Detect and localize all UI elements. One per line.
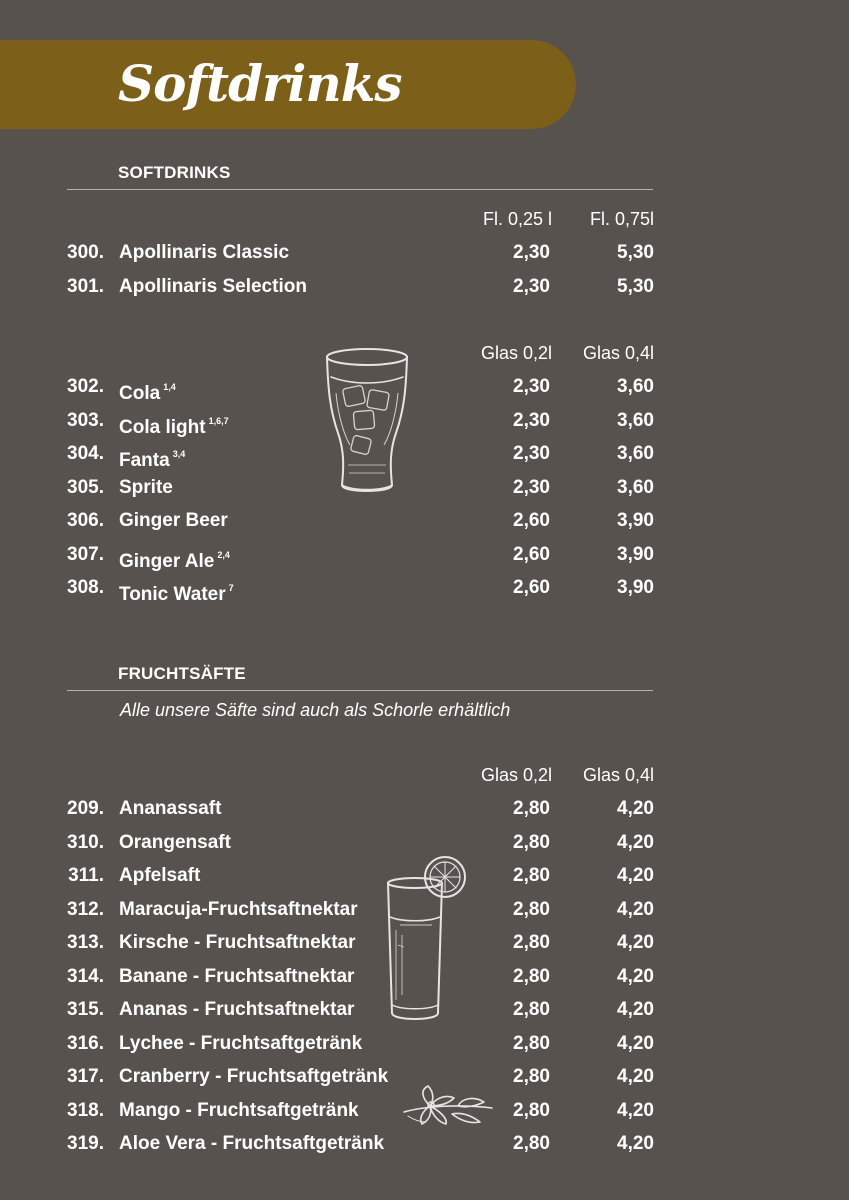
additive-footnote: 1,6,7 [208,415,229,426]
section-divider-softdrinks [67,189,653,190]
item-name [119,828,231,858]
item-name-text: Orangensaft [119,831,231,853]
price-large: 5,30 [617,242,654,263]
item-name [119,506,228,536]
price-large: 3,60 [617,476,654,498]
menu-item-row [0,794,849,824]
item-name-text: Mango - Fruchtsaftgetränk [119,1099,359,1121]
menu-item-row [0,506,849,536]
item-name [119,861,200,891]
juice-glass-with-orange-slice-icon [382,855,472,1027]
menu-item-row [0,372,849,402]
section-heading-juices: FRUCHTSÄFTE [118,664,246,683]
price-large: 4,20 [617,999,654,1020]
item-name-text: Banane - Fruchtsaftnektar [119,965,355,987]
price-small: 2,30 [513,409,550,431]
price-small: 2,60 [513,510,550,531]
price-small: 2,30 [513,443,550,464]
menu-item-row [0,828,849,858]
menu-item-row [0,406,849,436]
price-small: 2,80 [513,1099,550,1121]
price-large: 4,20 [617,1032,654,1054]
item-name [119,895,358,925]
item-name [119,995,354,1025]
item-number: 310. [67,831,104,853]
price-small: 2,80 [513,932,550,953]
item-name-text: Sprite [119,476,173,498]
column-header-bottle-small: Fl. 0,25 l [482,209,552,229]
item-name-text: Lychee - Fruchtsaftgetränk [119,1032,363,1054]
price-small: 2,80 [513,898,550,920]
item-name [119,1029,362,1059]
column-header-bottle-large: Fl. 0,75l [589,209,654,229]
item-name [119,272,307,302]
price-large: 3,90 [617,577,654,598]
price-small: 2,80 [513,999,550,1020]
column-header-juice-small: Glas 0,2l [480,765,552,785]
item-number: 305. [67,476,104,498]
menu-item-row [0,439,849,469]
item-name-text: Ginger Ale [119,550,215,572]
column-header-glass-small: Glas 0,2l [480,343,552,363]
price-large: 3,60 [617,409,654,431]
menu-item-row [0,1129,849,1159]
price-large: 4,20 [617,831,654,853]
item-number: 315. [67,999,104,1020]
price-small: 2,60 [513,577,550,598]
column-header-glass-large: Glas 0,4l [582,343,654,363]
juices-note: Alle unsere Säfte sind auch als Schorle erhältlich [120,700,511,720]
item-name [119,1129,384,1159]
page-title: Softdrinks [118,54,402,113]
item-name-text: Aloe Vera - Fruchtsaftgetränk [119,1133,385,1154]
item-name-text: Fanta [119,450,170,471]
item-number: 319. [67,1133,104,1154]
additive-footnote: 3,4 [172,449,186,459]
price-small: 2,60 [513,543,550,565]
menu-item-row [0,238,849,268]
cola-glass-sketch-icon [322,345,412,500]
section-heading-softdrinks: SOFTDRINKS [118,163,231,182]
price-large: 4,20 [617,932,654,953]
item-name-text: Apollinaris Classic [119,242,290,263]
additive-footnote: 1,4 [163,382,176,392]
item-number: 306. [67,510,104,531]
item-name-text: Tonic Water [119,584,226,605]
price-large: 4,20 [617,1066,654,1087]
item-number: 209. [67,798,104,819]
price-small: 2,30 [513,242,550,263]
item-number: 307. [67,543,104,565]
price-large: 4,20 [617,865,654,886]
item-name-text: Cola [119,383,161,404]
price-small: 2,80 [513,831,550,853]
item-number: 314. [67,965,104,987]
price-small: 2,80 [513,965,550,987]
price-small: 2,80 [513,865,550,886]
item-name [119,962,354,992]
item-name [119,372,176,409]
item-name [119,406,229,443]
price-large: 4,20 [617,798,654,819]
menu-item-row [0,272,849,302]
item-name [119,928,356,958]
price-small: 2,80 [513,1133,550,1154]
price-large: 4,20 [617,1099,654,1121]
price-large: 3,60 [617,443,654,464]
price-large: 3,60 [617,376,654,397]
item-number: 312. [67,898,104,920]
menu-item-row [0,573,849,603]
price-large: 4,20 [617,1133,654,1154]
additive-footnote: 7 [228,583,234,593]
item-name [119,794,221,824]
item-number: 301. [67,275,104,297]
price-small: 2,80 [513,1066,550,1087]
item-name-text: Apfelsaft [119,865,201,886]
item-number: 300. [67,242,104,263]
item-name-text: Cola light [119,416,206,438]
menu-item-row [0,473,849,503]
item-name-text: Kirsche - Fruchtsaftnektar [119,932,356,953]
item-number: 318. [67,1099,104,1121]
item-name [119,1062,388,1092]
item-name-text: Apollinaris Selection [119,275,307,297]
price-large: 4,20 [617,965,654,987]
section-divider-juices [67,690,653,691]
item-name [119,439,185,476]
item-number: 308. [67,577,104,598]
price-small: 2,30 [513,275,550,297]
item-name [119,573,234,610]
item-name [119,238,289,268]
item-number: 304. [67,443,104,464]
item-name-text: Ginger Beer [119,510,228,531]
price-large: 4,20 [617,898,654,920]
price-small: 2,30 [513,476,550,498]
price-small: 2,30 [513,376,550,397]
item-name-text: Ananas - Fruchtsaftnektar [119,999,355,1020]
column-header-juice-large: Glas 0,4l [582,765,654,785]
item-number: 313. [67,932,104,953]
item-number: 317. [67,1066,104,1087]
price-large: 3,90 [617,510,654,531]
price-small: 2,80 [513,798,550,819]
flower-sketch-icon [400,1076,496,1128]
price-small: 2,80 [513,1032,550,1054]
item-name-text: Cranberry - Fruchtsaftgetränk [119,1066,389,1087]
item-number: 316. [67,1032,104,1054]
menu-item-row [0,540,849,570]
item-number: 302. [67,376,104,397]
item-name-text: Maracuja-Fruchtsaftnektar [119,898,358,920]
item-number: 303. [67,409,104,431]
item-name-text: Ananassaft [119,798,222,819]
item-name [119,540,230,577]
price-large: 5,30 [617,275,654,297]
item-name [119,473,173,503]
additive-footnote: 2,4 [217,549,230,560]
item-number: 311. [68,865,104,886]
menu-item-row [0,1029,849,1059]
price-large: 3,90 [617,543,654,565]
item-name [119,1096,359,1126]
